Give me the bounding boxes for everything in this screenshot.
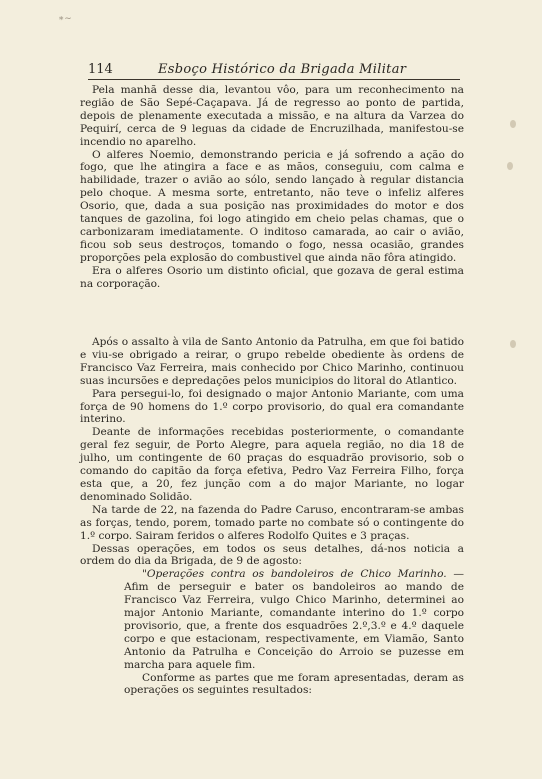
text-block-aviation xyxy=(80,84,464,291)
margin-smudge xyxy=(507,162,513,170)
paragraph: Após o assalto à vila de Santo Antonio da Patrulha, em que foi batido e viu-se obrigado a reirar, o grupo rebelde obediente às ordens de Francisco Vaz Ferreira, mais conhecido por Chico Marinho, continuou suas incursões e depredações pelos municipios do litoral do Atlantico. xyxy=(80,336,464,387)
paragraph: Era o alferes Osorio um distinto oficial, que gozava de geral estima na corporação. xyxy=(80,264,464,290)
page-header xyxy=(88,62,460,80)
quote-paragraph: Conforme as partes que me foram apresentadas, deram as operações os seguintes resultados: xyxy=(124,671,464,697)
quote-body: — Afim de perseguir e bater os bandoleiros ao mando de Francisco Vaz Ferreira, vulgo Chico Marinho, determinei ao major Antonio Mariante, comandante interino do 1.º corpo provisorio, que, a frente dos esquadrões 2.º,3.º e 4.º daquele corpo e que estacionam, respectivamente, em Viamão, Santo Antonio da Patrulha e Conceição do Arroio se puzesse em marcha para aquele fim. xyxy=(124,568,464,671)
corner-mark: ∗∼ xyxy=(58,14,72,24)
running-title: Esboço Histórico da Brigada Militar xyxy=(158,62,407,77)
margin-smudge xyxy=(510,340,516,348)
paragraph: Dessas operações, em todos os seus detalhes, dá-nos noticia a ordem do dia da Brigada, de 9 de agosto: xyxy=(80,542,464,568)
margin-smudge xyxy=(510,120,516,128)
quote-paragraph xyxy=(124,568,464,671)
paragraph: Deante de informações recebidas posteriormente, o comandante geral fez seguir, de Porto Alegre, para aquela região, no dia 18 de julho, um contingente de 60 praças do esquadrão provisorio, sob o comando do capitão da força efetiva, Pedro Vaz Ferreira Filho, força esta que, a 20, fez junção com a do major Mariante, no logar denominado Solidão. xyxy=(80,426,464,503)
page-number: 114 xyxy=(88,62,113,77)
text-block-operations xyxy=(80,336,464,697)
paragraph: Para persegui-lo, foi designado o major Antonio Mariante, com uma força de 90 homens do 1.º corpo provisorio, do qual era comandante interino. xyxy=(80,387,464,426)
quote-title: "Operações contra os bandoleiros de Chico Marinho. xyxy=(142,568,447,581)
quoted-order xyxy=(124,568,464,697)
paragraph: Na tarde de 22, na fazenda do Padre Caruso, encontraram-se ambas as forças, tendo, porem, tomado parte no combate só o contingente do 1.º corpo. Sairam feridos o alferes Rodolfo Quites e 3 praças. xyxy=(80,503,464,542)
paragraph: O alferes Noemio, demonstrando pericia e já sofrendo a ação do fogo, que lhe atingira a face e as mãos, conseguiu, com calma e habilidade, trazer o avião ao sólo, sendo lançado à regular distancia pelo choque. A mesma sorte, entretanto, não teve o infeliz alferes Osorio, que, dada a sua posição nas proximidades do motor e dos tanques de gazolina, foi logo atingido em cheio pelas chamas, que o carbonizaram imediatamente. O inditoso camarada, ao cair o avião, ficou sob seus destroços, tomando o fogo, nessa ocasião, grandes proporções pela explosão do combustivel que ainda não fôra atingido. xyxy=(80,148,464,264)
paragraph: Pela manhã desse dia, levantou vôo, para um reconhecimento na região de São Sepé-Caçapava. Já de regresso ao ponto de partida, depois de plenamente executada a missão, e na altura da Varzea do Pequirí, cerca de 9 leguas da cidade de Encruzilhada, manifestou-se incendio no aparelho. xyxy=(80,84,464,148)
